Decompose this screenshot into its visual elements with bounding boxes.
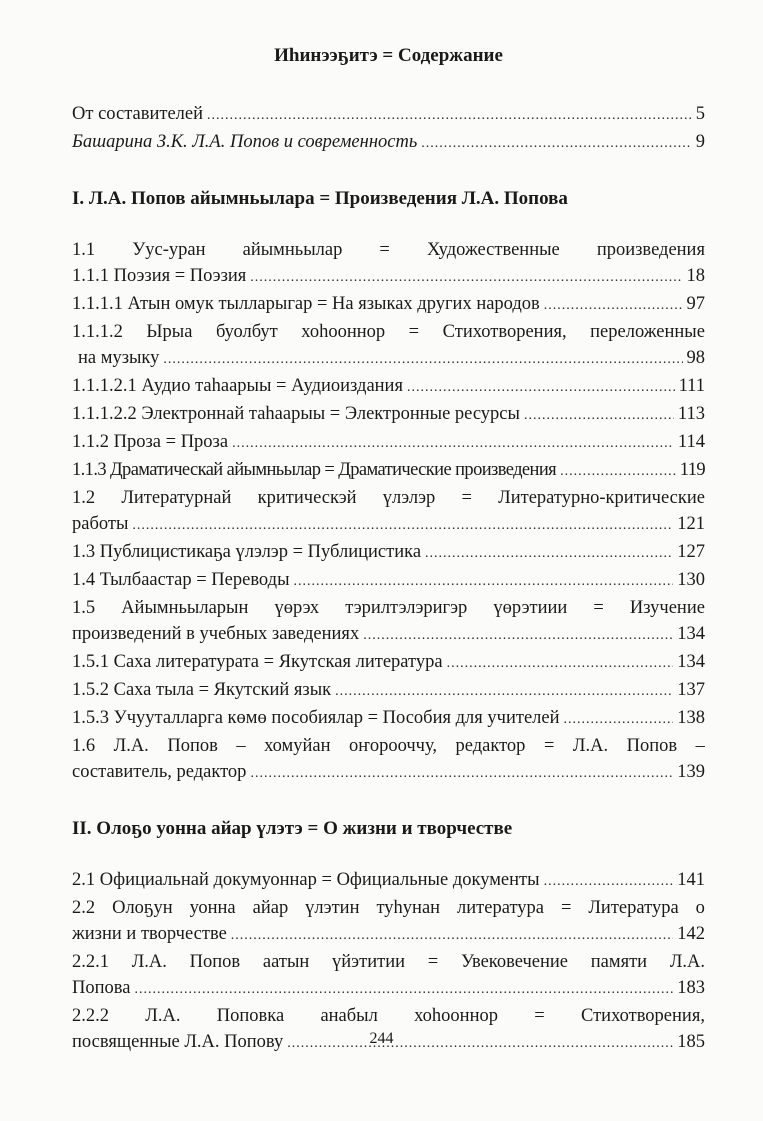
leader-dots xyxy=(560,459,676,485)
entry-word: 1.6 xyxy=(72,736,96,756)
entry-page: 141 xyxy=(677,870,705,890)
toc-entry[interactable] xyxy=(72,677,705,705)
entry-word: үлэтин xyxy=(305,898,360,918)
entry-text: жизни и творчестве xyxy=(72,924,227,944)
leader-dots xyxy=(544,293,683,319)
leader-dots xyxy=(163,347,682,373)
entry-word: Л.А. xyxy=(145,1006,181,1026)
entry-word: = xyxy=(560,898,572,918)
entry-word: Попов xyxy=(189,952,241,972)
leader-dots xyxy=(564,707,674,733)
entry-word: 1.1.1.2 xyxy=(72,322,123,342)
entry-text: на музыку xyxy=(78,348,160,368)
leader-dots xyxy=(231,923,673,949)
toc-entry-heading[interactable] xyxy=(72,237,705,263)
entry-word: үлэлэр xyxy=(382,488,436,508)
toc-entry[interactable] xyxy=(72,539,705,567)
entry-word: Уус-уран xyxy=(132,240,206,260)
entry-word: Литературно-критические xyxy=(498,488,705,508)
entry-word: үөрэтиии xyxy=(493,598,568,618)
entry-word: памяти xyxy=(590,952,648,972)
toc-entry[interactable] xyxy=(72,263,705,291)
entry-text: Башарина З.К. Л.А. Попов и современность xyxy=(72,132,418,152)
intro-list xyxy=(72,101,705,157)
entry-word: Попов xyxy=(167,736,218,756)
entry-word: – xyxy=(695,736,705,756)
toc-entry-line1[interactable] xyxy=(72,949,705,975)
entry-page: 185 xyxy=(677,1032,705,1052)
entry-word: о xyxy=(695,898,705,918)
entry-word: Олоҕун xyxy=(112,898,173,918)
section1-list xyxy=(72,237,705,787)
toc-entry-line1[interactable] xyxy=(72,595,705,621)
toc-entry-line2[interactable] xyxy=(72,975,705,1003)
leader-dots xyxy=(132,513,673,539)
entry-page: 142 xyxy=(677,924,705,944)
entry-text: 1.3 Публицистикаҕа үлэлэр = Публицистика xyxy=(72,542,422,562)
entry-text: 1.1.1.2.2 Электроннай таһаарыы = Электронные ресурсы xyxy=(72,404,520,424)
leader-dots xyxy=(294,569,674,595)
entry-text: 1.5.2 Саха тыла = Якутский язык xyxy=(72,680,332,700)
entry-word: переложенные xyxy=(590,322,705,342)
toc-entry-line1[interactable] xyxy=(72,895,705,921)
entry-word: = xyxy=(427,952,439,972)
entry-word: = xyxy=(593,598,604,618)
entry-page: 111 xyxy=(678,376,705,396)
entry-word: үөрэх xyxy=(274,598,320,618)
entry-word: аатын xyxy=(262,952,310,972)
toc-entry-line2[interactable] xyxy=(72,511,705,539)
leader-dots xyxy=(207,103,692,129)
entry-word: 2.2.2 xyxy=(72,1006,109,1026)
toc-entry[interactable] xyxy=(72,649,705,677)
entry-page: 114 xyxy=(677,432,705,452)
entry-page: 113 xyxy=(677,404,705,424)
leader-dots xyxy=(425,541,673,567)
entry-word: хомуйан xyxy=(264,736,331,756)
entry-page: 5 xyxy=(695,104,705,124)
entry-word: критическэй xyxy=(257,488,357,508)
entry-text: Попова xyxy=(72,978,131,998)
entry-text: 1.5.3 Учууталларга көмө пособиялар = Пособия для учителей xyxy=(72,708,560,728)
leader-dots xyxy=(250,761,673,787)
entry-word: Попов xyxy=(626,736,678,756)
entry-page: 18 xyxy=(686,266,705,286)
entry-page: 130 xyxy=(677,570,705,590)
entry-word: редактор xyxy=(455,736,526,756)
entry-page: 139 xyxy=(677,762,705,782)
page-number: 244 xyxy=(369,1030,394,1047)
toc-entry[interactable] xyxy=(72,401,705,429)
entry-text: От составителей xyxy=(72,104,203,124)
entry-text: 1.1.2 Проза = Проза xyxy=(72,432,229,452)
entry-text: составитель, редактор xyxy=(72,762,247,782)
entry-word: Л.А. xyxy=(113,736,149,756)
entry-page: 137 xyxy=(677,680,705,700)
leader-dots xyxy=(232,431,674,457)
leader-dots xyxy=(447,651,674,677)
entry-word: Л.А. xyxy=(131,952,167,972)
toc-entry[interactable] xyxy=(72,705,705,733)
entry-page: 9 xyxy=(695,132,705,152)
toc-entry[interactable] xyxy=(72,101,705,129)
entry-word: Художественные xyxy=(426,240,560,260)
leader-dots xyxy=(544,869,674,895)
entry-word: хоһооннор xyxy=(414,1006,498,1026)
toc-entry[interactable] xyxy=(72,129,705,157)
section2-list xyxy=(72,867,705,1057)
entry-word: 1.1 xyxy=(72,240,96,260)
entry-word: Литература xyxy=(588,898,679,918)
leader-dots xyxy=(250,265,682,291)
entry-text: посвященные Л.А. Попову xyxy=(72,1032,284,1052)
entry-word: 2.2 xyxy=(72,898,96,918)
entry-text: 1.5.1 Саха литературата = Якутская литература xyxy=(72,652,443,672)
toc-entry-line1[interactable] xyxy=(72,319,705,345)
entry-word: Айымньыларын xyxy=(121,598,249,618)
entry-word: 1.2 xyxy=(72,488,96,508)
entry-word: = xyxy=(534,1006,545,1026)
entry-page: 127 xyxy=(677,542,705,562)
entry-text: 1.1.3 Драматическай айымньылар = Драматические произведения xyxy=(72,460,557,480)
entry-text: произведений в учебных заведениях xyxy=(72,624,360,644)
section-heading: II. Олоҕо уонна айар үлэтэ = О жизни и творчестве xyxy=(72,818,513,839)
entry-text: 1.1.1.1 Атын омук тылларыгар = На языках других народов xyxy=(72,294,540,314)
entry-word: айар xyxy=(252,898,289,918)
entry-page: 183 xyxy=(677,978,705,998)
entry-word: произведения xyxy=(596,240,705,260)
entry-word: Литературнай xyxy=(121,488,232,508)
leader-dots xyxy=(421,131,692,157)
toc-entry[interactable] xyxy=(72,429,705,457)
toc-page xyxy=(72,44,705,1057)
entry-word: Изучение xyxy=(629,598,705,618)
entry-word: буолбут xyxy=(215,322,278,342)
entry-word: Л.А. xyxy=(572,736,609,756)
leader-dots xyxy=(524,403,674,429)
entry-word: – xyxy=(236,736,246,756)
entry-word: туһунан xyxy=(376,898,441,918)
entry-word: = xyxy=(379,240,390,260)
entry-word: Стихотворения, xyxy=(442,322,567,342)
entry-word: Стихотворения, xyxy=(580,1006,705,1026)
toc-entry-line1[interactable] xyxy=(72,1003,705,1029)
leader-dots xyxy=(363,623,673,649)
toc-entry-line2[interactable] xyxy=(72,759,705,787)
toc-entry[interactable] xyxy=(72,867,705,895)
entry-word: 1.5 xyxy=(72,598,96,618)
entry-page: 121 xyxy=(677,514,705,534)
entry-text: 1.1.1 Поэзия = Поэзия xyxy=(72,266,247,286)
entry-page: 138 xyxy=(677,708,705,728)
leader-dots xyxy=(134,977,673,1003)
entry-word: литература xyxy=(457,898,544,918)
page-title: Иһинээҕитэ = Содержание xyxy=(274,45,503,66)
entry-text: работы xyxy=(72,514,129,534)
entry-word: үйэтитии xyxy=(332,952,405,972)
entry-word: айымньылар xyxy=(242,240,343,260)
section-heading: I. Л.А. Попов айымньылара = Произведения Л.А. Попова xyxy=(72,188,568,209)
entry-text: 2.1 Официальнай докумуоннар = Официальные документы xyxy=(72,870,540,890)
entry-word: Увековечение xyxy=(460,952,568,972)
entry-word: = xyxy=(543,736,555,756)
entry-page: 134 xyxy=(677,624,705,644)
toc-entry-line2[interactable] xyxy=(72,921,705,949)
toc-entry[interactable] xyxy=(72,457,705,485)
entry-word: анабыл xyxy=(320,1006,378,1026)
entry-word: = xyxy=(408,322,420,342)
entry-page: 134 xyxy=(677,652,705,672)
entry-text: 1.1.1.2.1 Аудио таһаарыы = Аудиоиздания xyxy=(72,376,403,396)
entry-page: 98 xyxy=(686,348,705,368)
toc-entry-line2[interactable] xyxy=(72,345,705,373)
toc-entry-line1[interactable] xyxy=(72,733,705,759)
entry-word: Ырыа xyxy=(146,322,193,342)
entry-page: 119 xyxy=(679,460,705,480)
toc-entry[interactable] xyxy=(72,567,705,595)
entry-word: уонна xyxy=(189,898,236,918)
entry-word: оҥорооччу, xyxy=(349,736,437,756)
entry-word: хоһооннор xyxy=(301,322,386,342)
entry-word: 2.2.1 xyxy=(72,952,109,972)
entry-word: тэрилтэлэригэр xyxy=(345,598,468,618)
leader-dots xyxy=(335,679,673,705)
entry-word: Поповка xyxy=(216,1006,285,1026)
toc-entry-line2[interactable] xyxy=(72,621,705,649)
leader-dots xyxy=(407,375,675,401)
toc-entry[interactable] xyxy=(72,291,705,319)
entry-text: 1.4 Тылбаастар = Переводы xyxy=(72,570,290,590)
entry-word: = xyxy=(461,488,472,508)
entry-page: 97 xyxy=(686,294,705,314)
toc-entry[interactable] xyxy=(72,373,705,401)
entry-word: Л.А. xyxy=(669,952,705,972)
toc-entry-line1[interactable] xyxy=(72,485,705,511)
